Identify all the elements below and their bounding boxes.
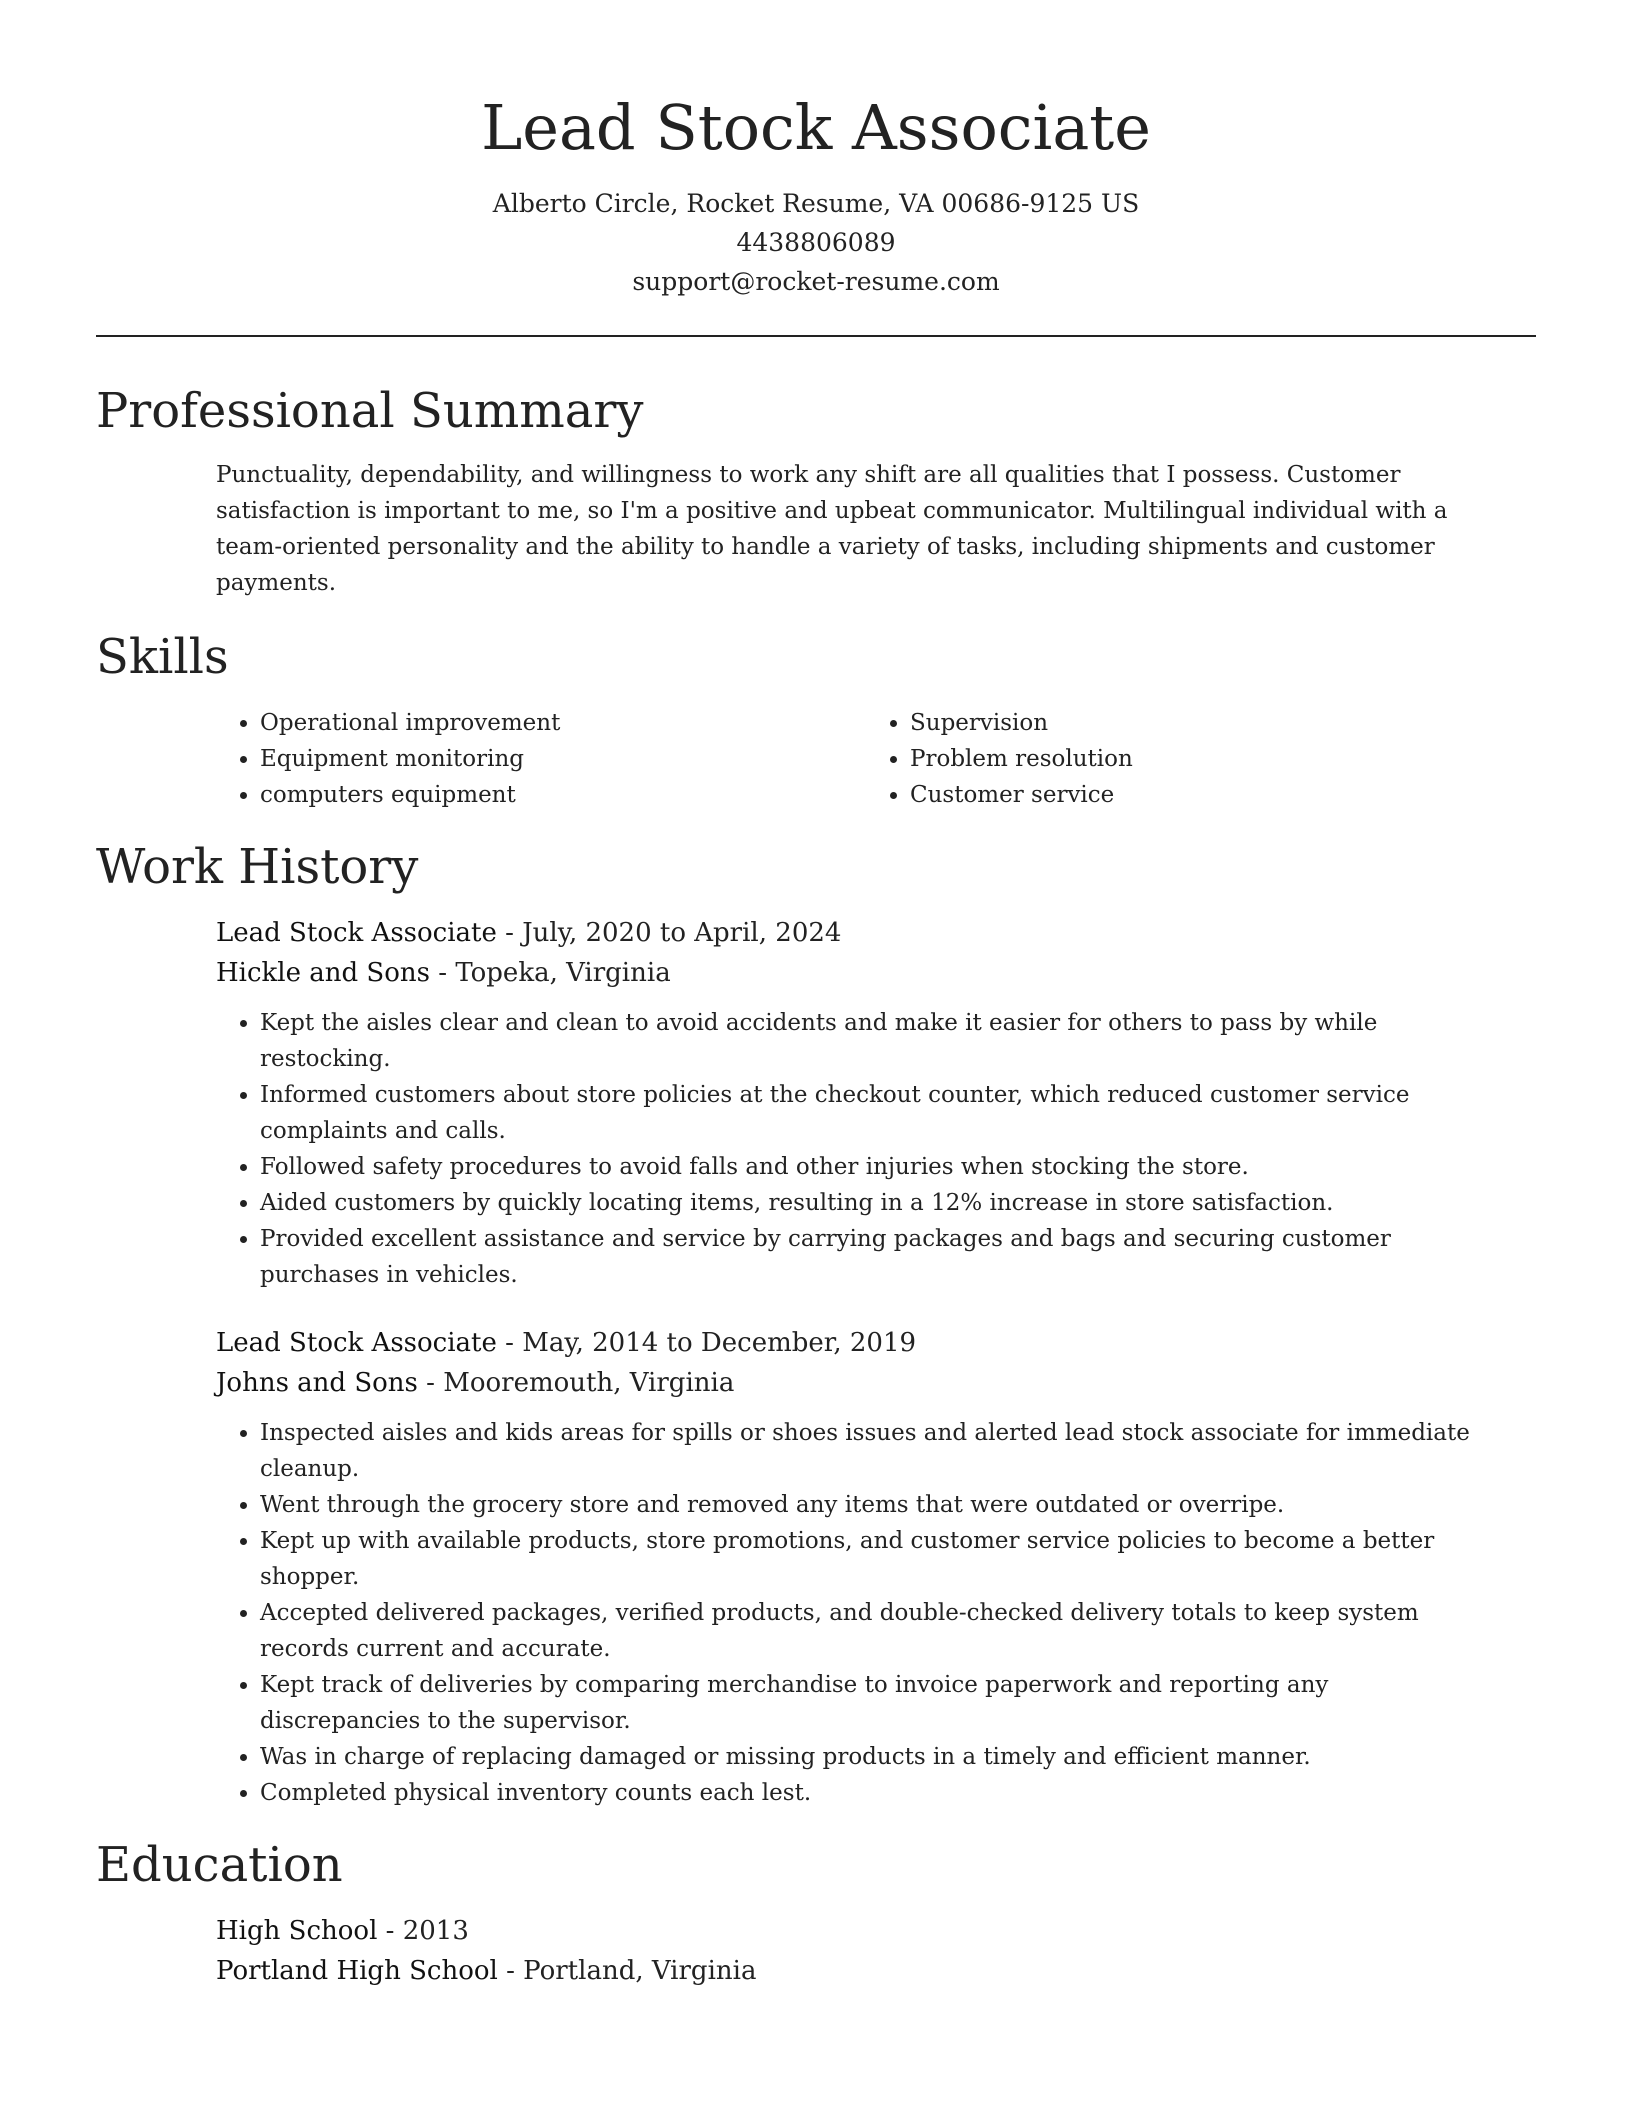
job-dates: July, 2020 to April, 2024 <box>522 918 842 948</box>
job-company-line <box>216 1363 1536 1403</box>
section-work-history <box>96 835 1536 1811</box>
skill-item: • Equipment monitoring <box>260 741 866 777</box>
skill-item: • computers equipment <box>260 777 866 813</box>
contact-email: support@rocket-resume.com <box>632 267 1000 296</box>
job-entry <box>216 913 1536 1293</box>
contact-info <box>96 184 1536 301</box>
education-year: 2013 <box>402 1916 469 1946</box>
job-bullet: • Followed safety procedures to avoid falls and other injuries when stocking the store. <box>260 1149 1490 1185</box>
education-degree: High School <box>216 1916 378 1946</box>
job-bullet: • Provided excellent assistance and service by carrying packages and bags and securing customer purchases in vehicles. <box>260 1221 1490 1293</box>
job-bullet: • Kept up with available products, store promotions, and customer service policies to become a better shopper. <box>260 1523 1490 1595</box>
candidate-name: Lead Stock Associate <box>481 91 1151 164</box>
contact-address: Alberto Circle, Rocket Resume, VA 00686-9125 US <box>492 189 1140 218</box>
skills-column-right <box>866 705 1466 813</box>
section-title-work-history: Work History <box>96 839 419 895</box>
job-bullet: • Accepted delivered packages, verified products, and double-checked delivery totals to keep system records current and accurate. <box>260 1595 1490 1667</box>
education-degree-line <box>216 1911 1536 1951</box>
job-bullet: • Inspected aisles and kids areas for spills or shoes issues and alerted lead stock associate for immediate cleanup. <box>260 1415 1490 1487</box>
section-title-summary: Professional Summary <box>96 383 644 439</box>
job-bullet: • Went through the grocery store and removed any items that were outdated or overripe. <box>260 1487 1490 1523</box>
job-separator: - <box>429 958 456 988</box>
job-dates: May, 2014 to December, 2019 <box>522 1328 917 1358</box>
education-school: Portland High School <box>216 1956 498 1986</box>
section-professional-summary <box>96 379 1536 601</box>
job-title-line <box>216 1323 1536 1363</box>
header-divider <box>96 335 1536 337</box>
resume-header <box>96 0 1536 301</box>
section-education <box>96 1833 1536 1991</box>
job-bullets <box>216 1005 1490 1293</box>
education-separator: - <box>497 1956 524 1986</box>
job-bullet: • Kept track of deliveries by comparing merchandise to invoice paperwork and reporting any discrepancies to the supervisor. <box>260 1667 1490 1739</box>
skill-item: • Supervision <box>910 705 1466 741</box>
education-school-line <box>216 1951 1536 1991</box>
job-bullet: • Informed customers about store policies at the checkout counter, which reduced customer service complaints and calls. <box>260 1077 1490 1149</box>
job-bullets <box>216 1415 1490 1811</box>
job-location: Mooremouth, Virginia <box>443 1368 735 1398</box>
job-company-line <box>216 953 1536 993</box>
section-title-skills: Skills <box>96 629 229 685</box>
education-separator: - <box>377 1916 403 1946</box>
job-bullet: • Was in charge of replacing damaged or missing products in a timely and efficient manner. <box>260 1739 1490 1775</box>
job-separator: - <box>496 918 523 948</box>
job-bullet: • Kept the aisles clear and clean to avoid accidents and make it easier for others to pass by while restocking. <box>260 1005 1490 1077</box>
job-entry <box>216 1323 1536 1811</box>
education-location: Portland, Virginia <box>523 1956 757 1986</box>
job-bullet: • Aided customers by quickly locating items, resulting in a 12% increase in store satisfaction. <box>260 1185 1490 1221</box>
section-title-education: Education <box>96 1837 343 1893</box>
skills-column-left <box>216 705 866 813</box>
job-separator: - <box>417 1368 444 1398</box>
job-company: Hickle and Sons <box>216 958 430 988</box>
education-entry <box>216 1911 1536 1991</box>
skill-item: • Customer service <box>910 777 1466 813</box>
job-title-line <box>216 913 1536 953</box>
job-location: Topeka, Virginia <box>455 958 671 988</box>
section-skills <box>96 625 1536 813</box>
summary-text: Punctuality, dependability, and willingness to work any shift are all qualities that I possess. Customer satisfaction is important to me, so I'm a positive and upbeat communicator. Multilingual individual with a team-oriented personality and the ability to handle a variety of tasks, including shipments and customer payments. <box>216 462 1448 596</box>
skill-item: • Problem resolution <box>910 741 1466 777</box>
job-bullet: • Completed physical inventory counts each lest. <box>260 1775 1490 1811</box>
skills-grid <box>216 705 1536 813</box>
job-role: Lead Stock Associate <box>216 918 497 948</box>
job-role: Lead Stock Associate <box>216 1328 497 1358</box>
job-separator: - <box>496 1328 523 1358</box>
job-company: Johns and Sons <box>216 1368 418 1398</box>
skill-item: • Operational improvement <box>260 705 866 741</box>
contact-phone: 4438806089 <box>736 228 896 257</box>
